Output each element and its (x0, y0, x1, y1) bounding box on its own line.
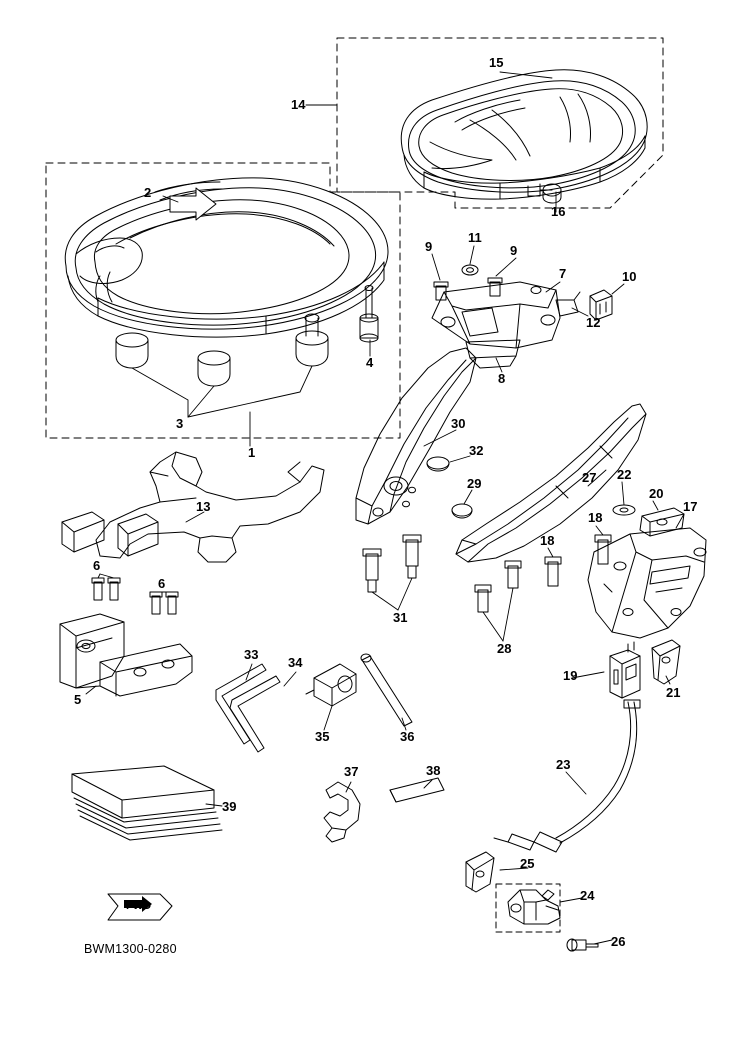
part-19-lock (610, 642, 640, 698)
callout-34: 34 (288, 655, 303, 670)
callout-24: 24 (580, 888, 595, 903)
part-11-nut (462, 265, 478, 275)
callout-33: 33 (244, 647, 259, 662)
callout-20: 20 (649, 486, 664, 501)
part-13-seat-frame (62, 452, 324, 562)
part-7-seat-bracket (432, 282, 580, 368)
callout-35: 35 (315, 729, 330, 744)
part-24-seat-lock (508, 890, 560, 924)
part-38-tool-flat (390, 778, 444, 802)
callout-25: 25 (520, 856, 535, 871)
part-30-side-cover (356, 348, 476, 524)
part-26-bolt (567, 939, 598, 951)
part-23-cable (494, 700, 640, 852)
callout-9-second: 9 (510, 243, 518, 258)
callout-22: 22 (617, 467, 632, 482)
part-5-bracket (60, 614, 192, 696)
callout-6-second: 6 (158, 576, 166, 591)
callout-38: 38 (426, 763, 441, 778)
callout-5: 5 (74, 692, 82, 707)
callout-27: 27 (582, 470, 597, 485)
part-36-tommy-bar (361, 654, 412, 726)
callout-28: 28 (497, 641, 512, 656)
part-39-manual (72, 766, 222, 840)
part-25-bracket (466, 852, 494, 892)
callout-36: 36 (400, 729, 415, 744)
callout-9: 9 (425, 239, 433, 254)
callout-37: 37 (344, 764, 359, 779)
callout-4: 4 (366, 355, 374, 370)
callout-15: 15 (489, 55, 504, 70)
part-2-rider-seat (65, 178, 388, 386)
callout-14: 14 (291, 97, 306, 112)
callout-18-second: 18 (588, 510, 603, 525)
part-18-bolts (545, 535, 611, 586)
callout-12: 12 (586, 315, 601, 330)
callout-39: 39 (222, 799, 237, 814)
part-35-socket (306, 664, 356, 706)
callout-19: 19 (563, 668, 578, 683)
callout-7: 7 (559, 266, 567, 281)
part-20-plate (640, 508, 684, 536)
callout-17: 17 (683, 499, 698, 514)
part-22-washer (613, 505, 635, 515)
callout-21: 21 (666, 685, 681, 700)
callout-8: 8 (498, 371, 506, 386)
part-21-bracket (652, 640, 680, 684)
callout-18: 18 (540, 533, 555, 548)
callout-16: 16 (551, 204, 566, 219)
callout-32: 32 (469, 443, 484, 458)
callout-29: 29 (467, 476, 482, 491)
fwd-arrow-label: FWD (126, 900, 152, 912)
callout-6: 6 (93, 558, 101, 573)
part-15-passenger-seat (401, 70, 647, 203)
part-28-screws (475, 561, 521, 612)
part-17-tail-bracket (588, 528, 706, 638)
part-code-label: BWM1300-0280 (84, 942, 177, 956)
part-31-screws (363, 535, 421, 592)
callout-10: 10 (622, 269, 637, 284)
callout-23: 23 (556, 757, 571, 772)
callout-2: 2 (144, 185, 152, 200)
callout-13: 13 (196, 499, 211, 514)
part-4-collar (360, 286, 378, 343)
callout-1: 1 (248, 445, 256, 460)
callout-26: 26 (611, 934, 626, 949)
callout-11: 11 (468, 230, 482, 245)
callout-30: 30 (451, 416, 466, 431)
callout-31: 31 (393, 610, 408, 625)
part-37-wrench (324, 782, 360, 842)
callout-3: 3 (176, 416, 184, 431)
